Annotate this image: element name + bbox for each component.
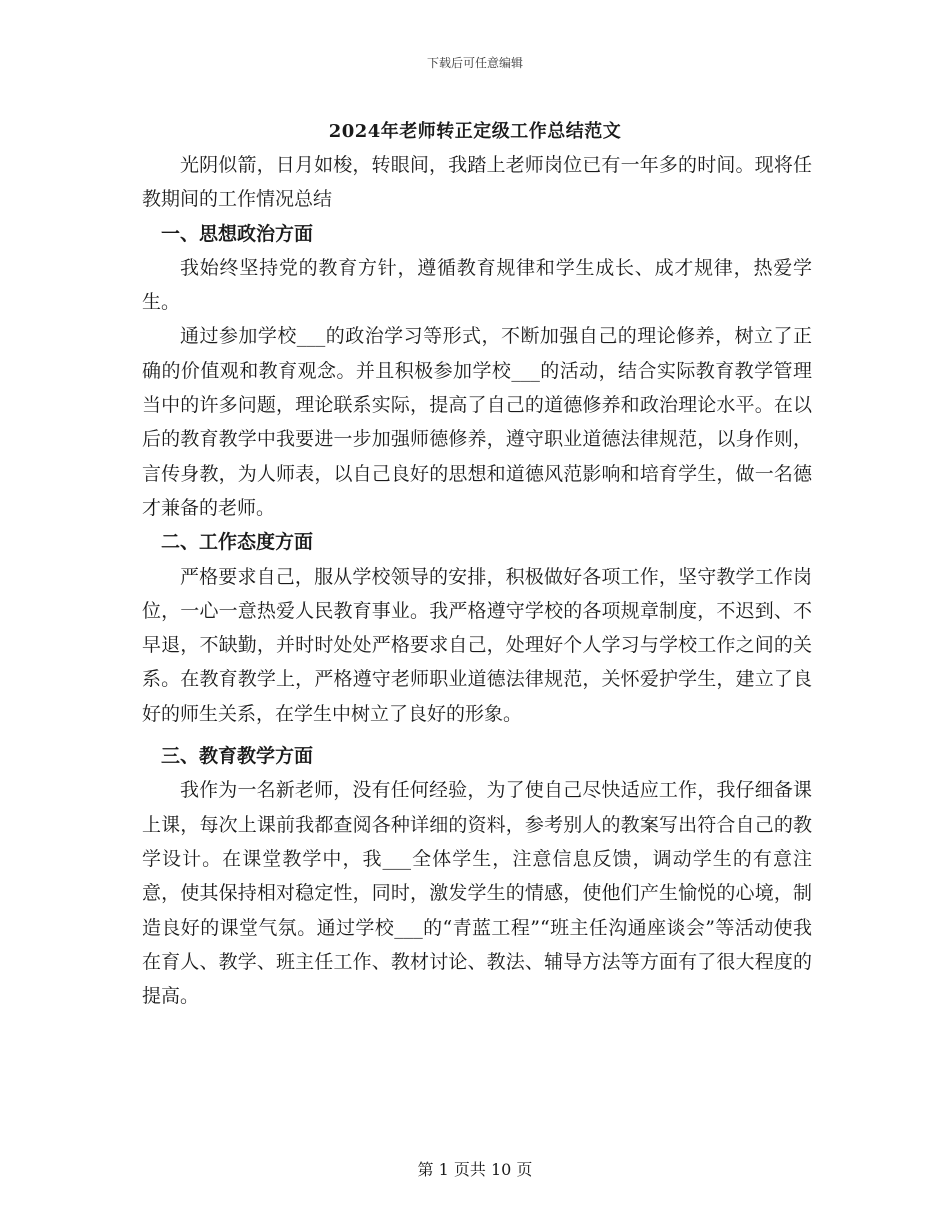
paragraph: 通过参加学校___的政治学习等形式，不断加强自己的理论修养，树立了正确的价值观和教育观念。并且积极参加学校___的活动，结合实际教育教学管理当中的许多问题，理论联系实际，提高了自己的道德修养和政治理论水平。在以后的教育教学中我要进一步加强师德修养，遵守职业道德法律规范，以身作则，言传身教，为人师表，以自己良好的思想和道德风范影响和培育学生，做一名德才兼备的老师。: [142, 325, 812, 519]
page-header-note: 下载后可任意编辑: [426, 56, 523, 70]
section-heading-attitude: 二、工作态度方面: [161, 531, 314, 554]
page-footer: 第 1 页共 10 页: [417, 1160, 533, 1179]
document-title: 2024年老师转正定级工作总结范文: [328, 121, 622, 142]
paragraph: 我始终坚持党的教育方针，遵循教育规律和学生成长、成才规律，热爱学生。: [142, 256, 812, 314]
paragraph: 严格要求自己，服从学校领导的安排，积极做好各项工作，坚守教学工作岗位，一心一意热爱人民教育事业。我严格遵守学校的各项规章制度，不迟到、不早退，不缺勤，并时时处处严格要求自己，处理好个人学习与学校工作之间的关系。在教育教学上，严格遵守老师职业道德法律规范，关怀爱护学生，建立了良好的师生关系，在学生中树立了良好的形象。: [142, 565, 812, 725]
document-body: [142, 148, 812, 1013]
paragraph: 我作为一名新老师，没有任何经验，为了使自己尽快适应工作，我仔细备课上课，每次上课前我都查阅各种详细的资料，参考别人的教案写出符合自己的教学设计。在课堂教学中，我___全体学生，注意信息反馈，调动学生的有意注意，使其保持相对稳定性，同时，激发学生的情感，使他们产生愉悦的心境，制造良好的课堂气氛。通过学校___的“青蓝工程”“班主任沟通座谈会”等活动使我在育人、教学、班主任工作、教材讨论、教法、辅导方法等方面有了很大程度的提高。: [142, 779, 812, 1008]
section-heading-political: 一、思想政治方面: [161, 222, 314, 245]
section-heading-teaching: 三、教育教学方面: [161, 745, 314, 768]
intro-paragraph: 光阴似箭，日月如梭，转眼间，我踏上老师岗位已有一年多的时间。现将任教期间的工作情况总结: [142, 154, 812, 211]
